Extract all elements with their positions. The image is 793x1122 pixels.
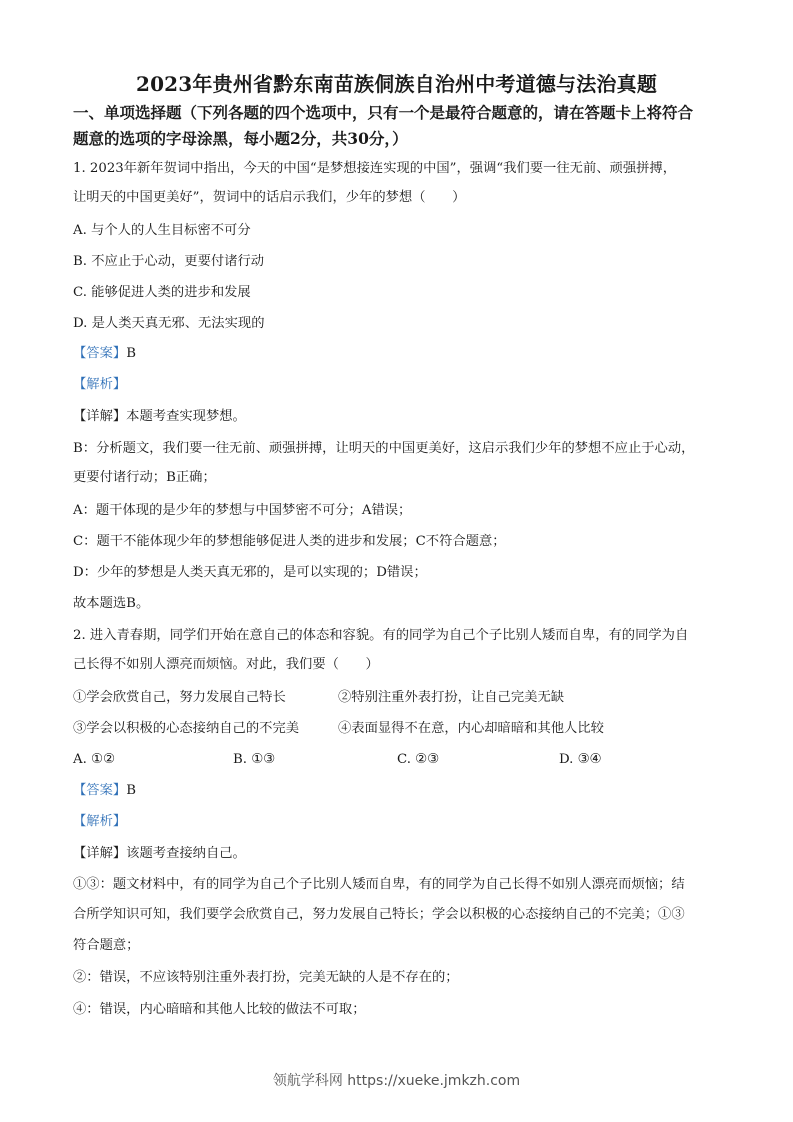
page-title: 2023年贵州省黔东南苗族侗族自治州中考道德与法治真题 bbox=[135, 72, 658, 96]
answer-value: B bbox=[126, 346, 136, 361]
q1-detail-line: B：分析题文，我们要一往无前、顽强拼搏，让明天的中国更美好，这启示我们少年的梦想不应止于心动， bbox=[73, 441, 695, 456]
q2-stem-line1: 2. 进入青春期，同学们开始在意自己的体态和容貌。有的同学为自己个子比别人矮而自卑，有的同学为自 bbox=[73, 628, 689, 643]
q2-statement-4: ④表面显得不在意，内心却暗暗和其他人比较 bbox=[338, 721, 604, 736]
q1-detail-line: A：题干体现的是少年的梦想与中国梦密不可分；A错误； bbox=[73, 503, 412, 518]
q1-stem-line1: 1. 2023年新年贺词中指出，今天的中国“是梦想接连实现的中国”，强调“我们要一往无前、顽强拼搏， bbox=[73, 161, 677, 176]
q2-detail-line: 【详解】该题考查接纳自己。 bbox=[73, 846, 246, 861]
q1-stem-line2: 让明天的中国更美好”，贺词中的话启示我们，少年的梦想（ ） bbox=[73, 190, 466, 205]
section-heading-line2: 题意的选项的字母涂黑，每小题2分，共30分，） bbox=[73, 129, 408, 148]
q1-detail-line: 故本题选B。 bbox=[73, 596, 150, 611]
q2-detail-line: 符合题意； bbox=[73, 938, 140, 953]
q1-detail-line: 更要付诸行动；B正确； bbox=[73, 470, 216, 485]
q2-option-b: B. ①③ bbox=[233, 752, 276, 767]
section-heading-line1: 一、单项选择题（下列各题的四个选项中，只有一个是最符合题意的，请在答题卡上将符合 bbox=[73, 103, 694, 122]
q2-analysis-label: 【解析】 bbox=[73, 814, 127, 829]
q1-option-a: A. 与个人的人生目标密不可分 bbox=[73, 223, 251, 238]
q1-option-b: B. 不应止于心动，更要付诸行动 bbox=[73, 254, 265, 269]
q2-detail-line: ①③：题文材料中，有的同学为自己个子比别人矮而自卑，有的同学为自己长得不如别人漂亮而烦恼；结 bbox=[73, 877, 685, 892]
q2-detail-line: ④：错误，内心暗暗和其他人比较的做法不可取； bbox=[73, 1002, 366, 1017]
q2-option-a: A. ①② bbox=[73, 752, 115, 767]
q1-detail-line: 【详解】本题考查实现梦想。 bbox=[73, 409, 246, 424]
q2-option-d: D. ③④ bbox=[559, 752, 602, 767]
q2-statement-1: ①学会欣赏自己，努力发展自己特长 bbox=[73, 690, 286, 705]
q2-detail-line: 合所学知识可知，我们要学会欣赏自己，努力发展自己特长；学会以积极的心态接纳自己的不完美；①③ bbox=[73, 907, 685, 922]
footer-watermark: 领航学科网 https://xueke.jmkzh.com bbox=[272, 1073, 521, 1089]
answer-value: B bbox=[126, 783, 136, 798]
q2-statement-2: ②特别注重外表打扮，让自己完美无缺 bbox=[338, 690, 565, 705]
q1-option-c: C. 能够促进人类的进步和发展 bbox=[73, 285, 251, 300]
q1-option-d: D. 是人类天真无邪、无法实现的 bbox=[73, 316, 265, 331]
q2-answer bbox=[73, 782, 136, 800]
q2-detail-line: ②：错误，不应该特别注重外表打扮，完美无缺的人是不存在的； bbox=[73, 970, 459, 985]
answer-label: 【答案】 bbox=[73, 346, 127, 361]
q1-detail-line: D：少年的梦想是人类天真无邪的，是可以实现的；D错误； bbox=[73, 565, 427, 580]
q2-option-c: C. ②③ bbox=[397, 752, 439, 767]
q1-analysis-label: 【解析】 bbox=[73, 377, 127, 392]
q2-stem-line2: 己长得不如别人漂亮而烦恼。对此，我们要（ ） bbox=[73, 657, 379, 672]
q1-detail-line: C：题干不能体现少年的梦想能够促进人类的进步和发展；C不符合题意； bbox=[73, 534, 506, 549]
q2-statement-3: ③学会以积极的心态接纳自己的不完美 bbox=[73, 721, 300, 736]
q1-answer bbox=[73, 345, 136, 363]
answer-label: 【答案】 bbox=[73, 783, 127, 798]
